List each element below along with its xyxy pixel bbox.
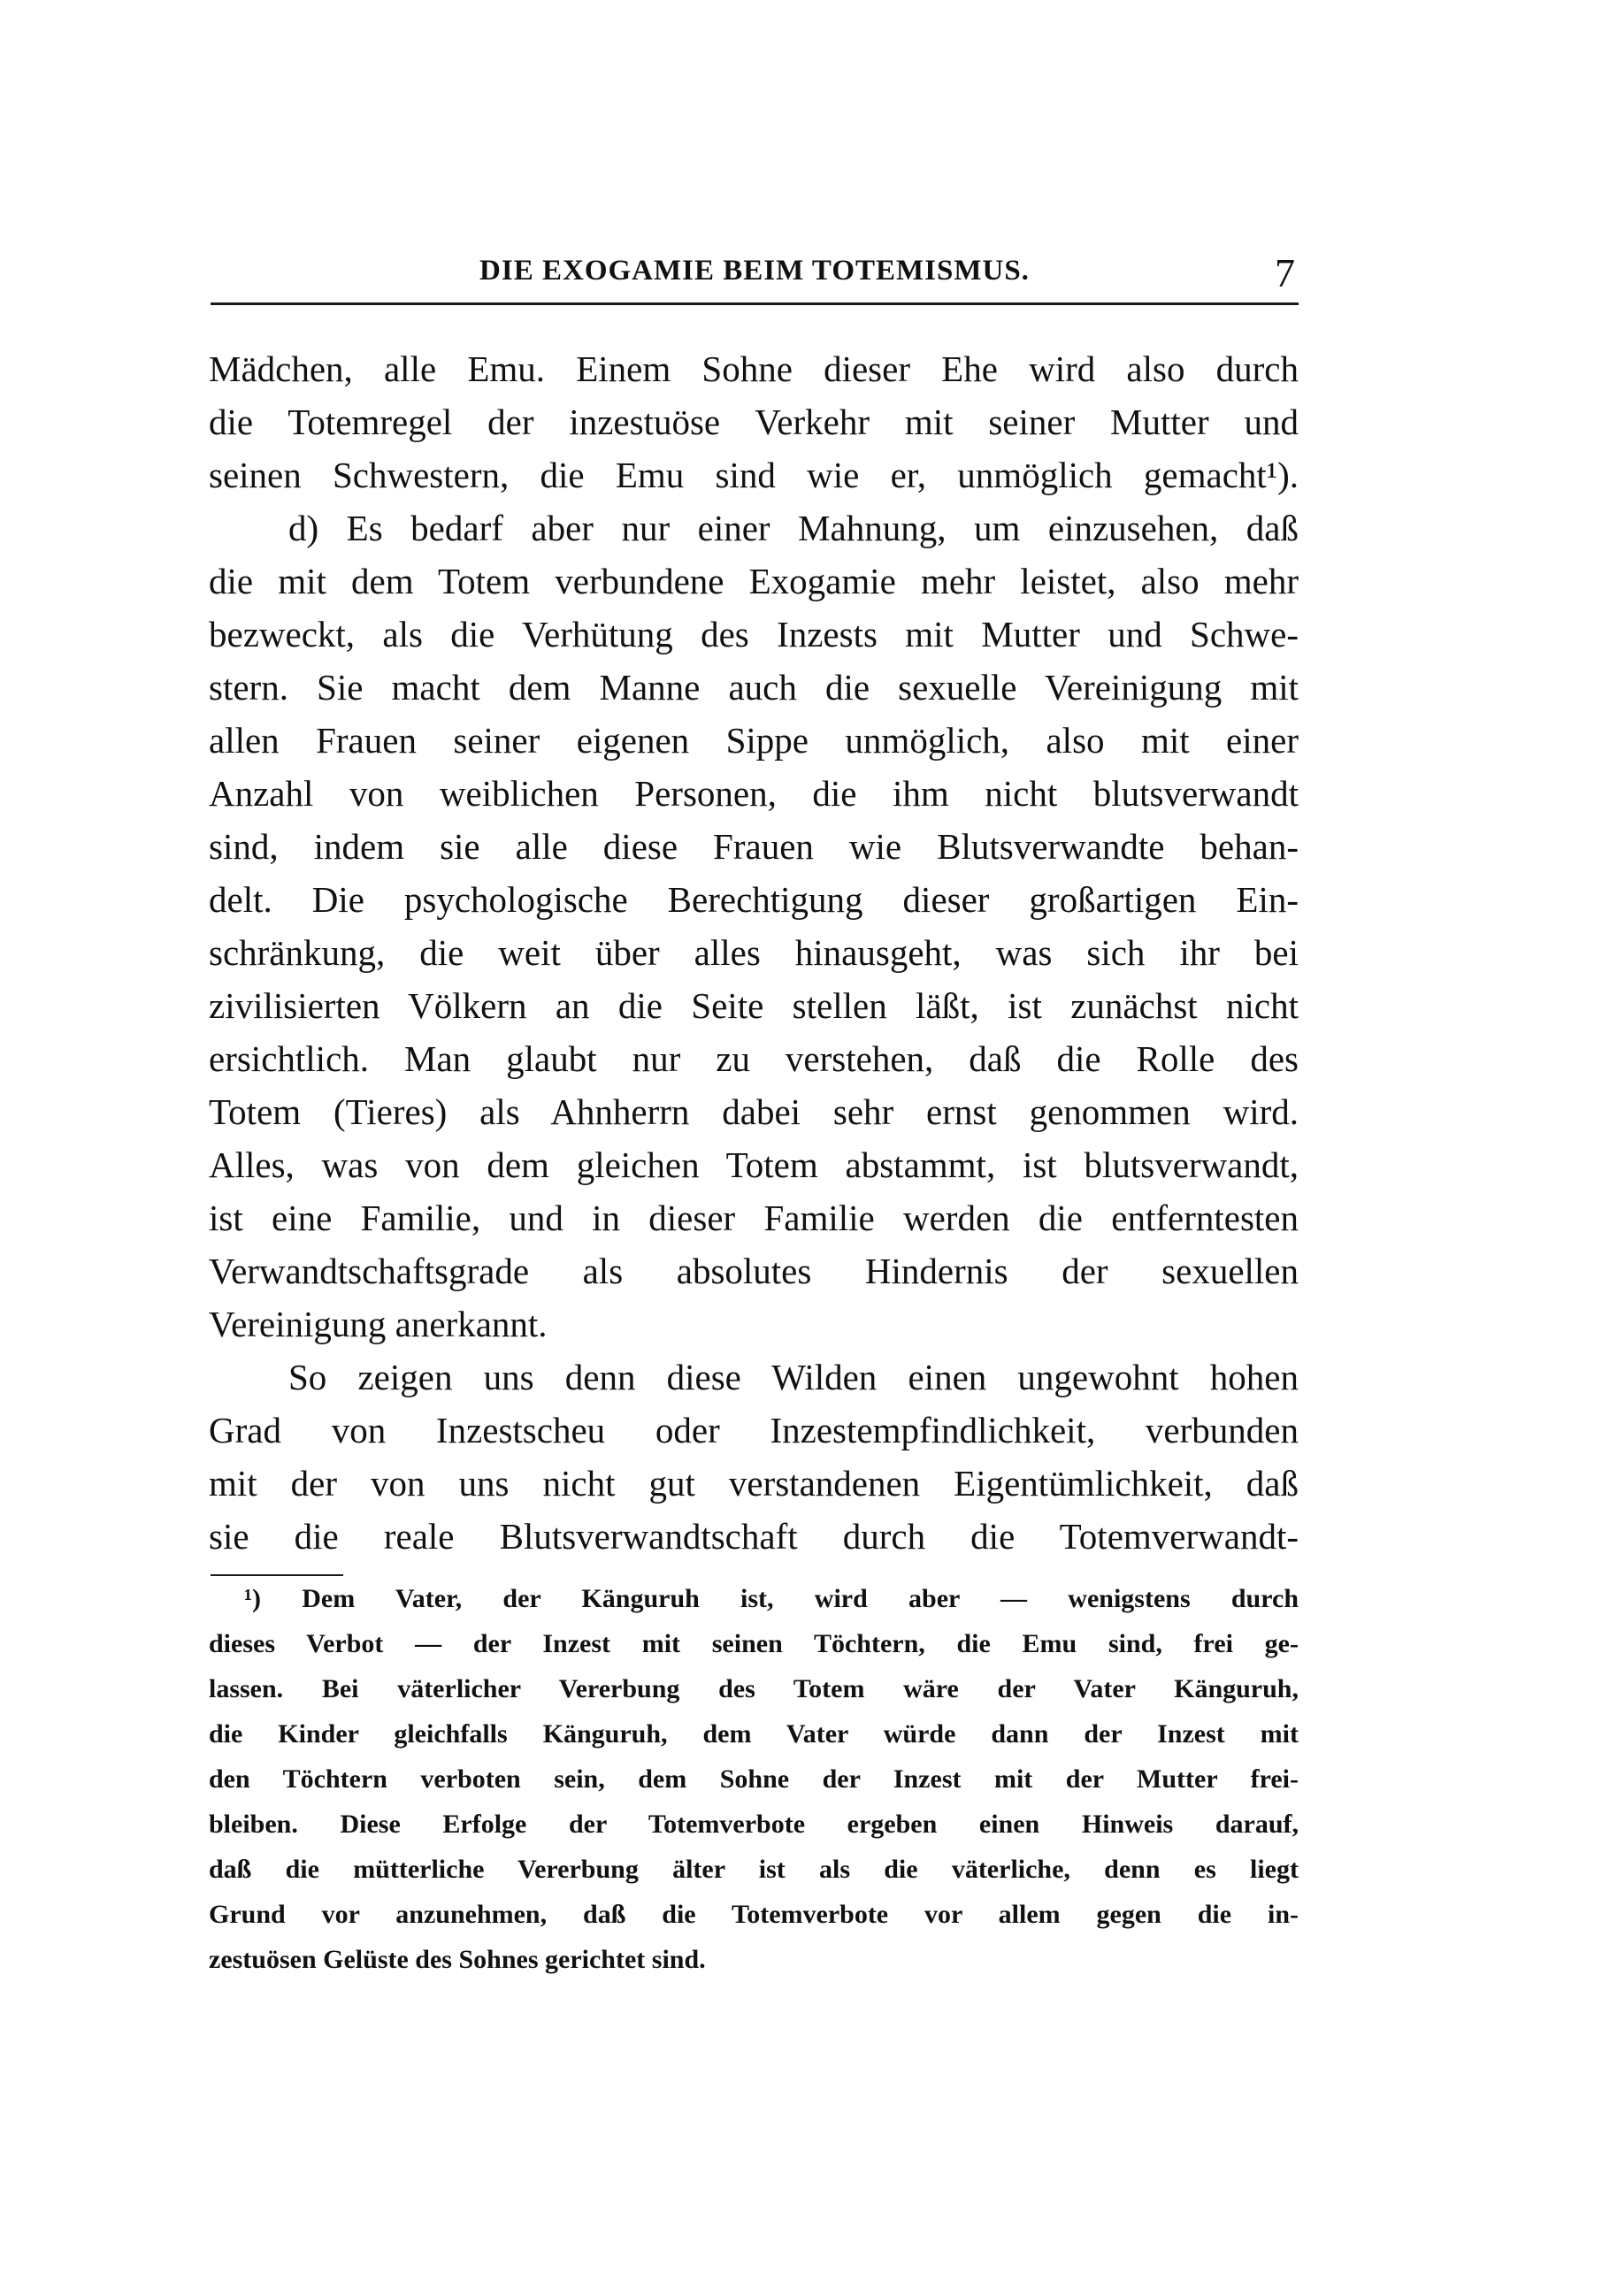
footnote-line: zestuösen Gelüste des Sohnes gerichtet sind. bbox=[209, 1945, 706, 1974]
text-line: sie die reale Blutsverwandtschaft durch die Totemverwandt- bbox=[209, 1516, 1299, 1557]
text-line: Alles, was von dem gleichen Totem abstammt, ist blutsverwandt, bbox=[209, 1144, 1299, 1185]
footnote-line: daß die mütterliche Vererbung älter ist als die väterliche, denn es liegt bbox=[209, 1855, 1299, 1884]
text-line: bezweckt, als die Verhütung des Inzests mit Mutter und Schwe- bbox=[209, 614, 1299, 654]
text-line: schränkung, die weit über alles hinausgeht, was sich ihr bei bbox=[209, 932, 1299, 973]
footnote-line: die Kinder gleichfalls Känguruh, dem Vater würde dann der Inzest mit bbox=[209, 1719, 1299, 1749]
text-line: mit der von uns nicht gut verstandenen Eigentümlichkeit, daß bbox=[209, 1463, 1299, 1504]
page-number: 7 bbox=[1275, 250, 1295, 295]
text-line: ist eine Familie, und in dieser Familie werden die entferntesten bbox=[209, 1198, 1299, 1238]
header-title: DIE EXOGAMIE BEIM TOTEMISMUS. bbox=[479, 255, 1030, 287]
text-line: Vereinigung anerkannt. bbox=[209, 1304, 548, 1344]
footnote-line: dieses Verbot — der Inzest mit seinen Töchtern, die Emu sind, frei ge- bbox=[209, 1629, 1299, 1658]
text-line: Verwandtschaftsgrade als absolutes Hindernis der sexuellen bbox=[209, 1251, 1299, 1291]
text-line: ersichtlich. Man glaubt nur zu verstehen, daß die Rolle des bbox=[209, 1038, 1299, 1079]
text-line: Mädchen, alle Emu. Einem Sohne dieser Ehe wird also durch bbox=[209, 348, 1299, 389]
footnote-line: den Töchtern verboten sein, dem Sohne der Inzest mit der Mutter frei- bbox=[209, 1764, 1299, 1794]
text-line: zivilisierten Völkern an die Seite stellen läßt, ist zunächst nicht bbox=[209, 985, 1299, 1026]
text-line: Totem (Tieres) als Ahnherrn dabei sehr ernst genommen wird. bbox=[209, 1091, 1299, 1132]
text-line: stern. Sie macht dem Manne auch die sexuelle Vereinigung mit bbox=[209, 667, 1299, 708]
text-line: d) Es bedarf aber nur einer Mahnung, um einzusehen, daß bbox=[288, 508, 1299, 548]
running-header bbox=[211, 249, 1299, 305]
text-line: Anzahl von weiblichen Personen, die ihm nicht blutsverwandt bbox=[209, 773, 1299, 814]
text-line: Grad von Inzestscheu oder Inzestempfindlichkeit, verbunden bbox=[209, 1410, 1299, 1450]
footnote-line: lassen. Bei väterlicher Vererbung des Totem wäre der Vater Känguruh, bbox=[209, 1674, 1299, 1703]
footnote-line: bleiben. Diese Erfolge der Totemverbote ergeben einen Hinweis darauf, bbox=[209, 1810, 1299, 1839]
text-line: delt. Die psychologische Berechtigung dieser großartigen Ein- bbox=[209, 879, 1299, 920]
text-line: So zeigen uns denn diese Wilden einen ungewohnt hohen bbox=[288, 1357, 1299, 1397]
text-line: die Totemregel der inzestuöse Verkehr mit seiner Mutter und bbox=[209, 402, 1299, 442]
main-text bbox=[209, 342, 1299, 1563]
text-line: sind, indem sie alle diese Frauen wie Blutsverwandte behan- bbox=[209, 826, 1299, 867]
footnote bbox=[209, 1576, 1299, 1982]
text-line: die mit dem Totem verbundene Exogamie mehr leistet, also mehr bbox=[209, 561, 1299, 601]
footnote-line: Grund vor anzunehmen, daß die Totemverbote vor allem gegen die in- bbox=[209, 1900, 1299, 1929]
text-line: seinen Schwestern, die Emu sind wie er, unmöglich gemacht¹). bbox=[209, 455, 1299, 495]
footnote-line: ¹) Dem Vater, der Känguruh ist, wird aber — wenigstens durch bbox=[244, 1584, 1299, 1613]
text-line: allen Frauen seiner eigenen Sippe unmöglich, also mit einer bbox=[209, 720, 1299, 761]
